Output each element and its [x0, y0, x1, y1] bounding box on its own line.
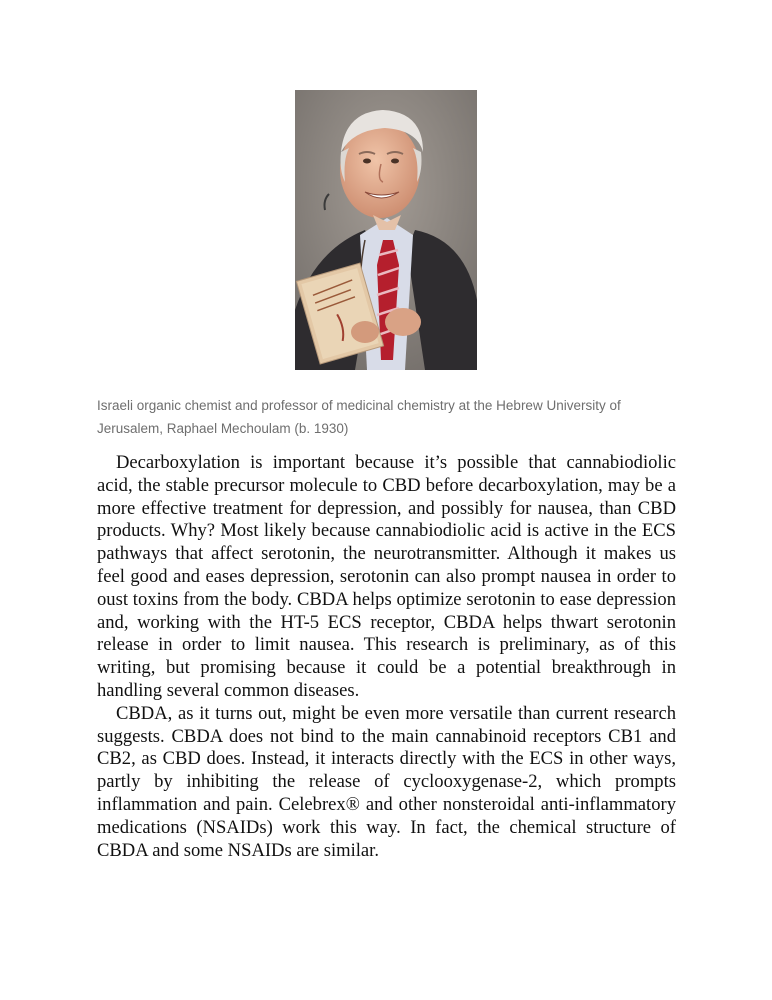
body-text: [97, 452, 676, 862]
figure-caption: Israeli organic chemist and professor of medicinal chemistry at the Hebrew University of Jerusalem, Raphael Mechoulam (b. 1930): [97, 398, 621, 436]
paragraph-cbda: CBDA, as it turns out, might be even more versatile than current research suggests. CBDA does not bind to the main cannabinoid receptors CB1 and CB2, as CBD does. Instead, it interacts directly with the ECS in other ways, partly by inhibiting the release of cyclooxygenase-2, which prompts inflammation and pain. Celebrex® and other nonsteroidal anti-inflammatory medications (NSAIDs) work this way. In fact, the chemical structure of CBDA and some NSAIDs are similar.: [97, 702, 676, 861]
paragraph-decarboxylation: Decarboxylation is important because it’s possible that cannabiodiolic acid, the stable precursor molecule to CBD before decarboxylation, may be a more effective treatment for depression, and possibly for nausea, than CBD products. Why? Most likely because cannabiodiolic acid is active in the ECS pathways that affect serotonin, the neurotransmitter. Although it makes us feel good and eases depression, serotonin can also prompt nausea in order to oust toxins from the body. CBDA helps optimize serotonin to ease depression and, working with the HT-5 ECS receptor, CBDA helps thwart serotonin release in order to limit nausea. This research is preliminary, as of this writing, but promising because it could be a potential breakthrough in handling several common diseases.: [97, 452, 676, 701]
portrait-photo: [295, 90, 477, 370]
